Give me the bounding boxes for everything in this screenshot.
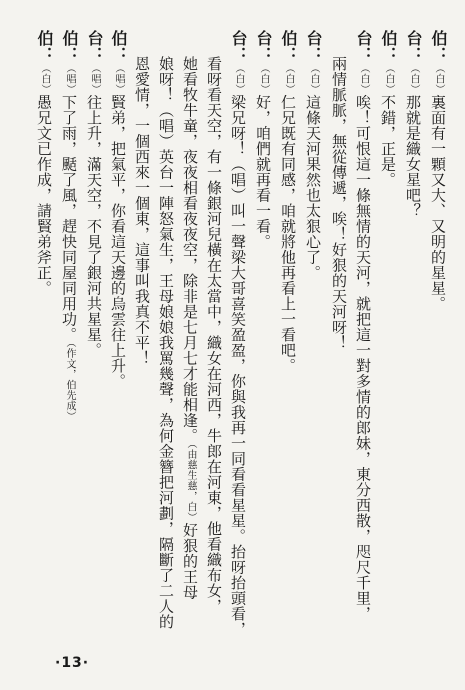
cue-tag: （白）: [383, 63, 394, 95]
line-text: 那就是織女星吧？: [404, 94, 422, 219]
stage-note: （作文，伯先成）: [64, 342, 75, 422]
cue-tag: （白）: [308, 63, 319, 95]
cue-tag: （唱）: [89, 63, 100, 95]
line-text: 賢弟，把氣平，你看這天邊的烏雲往上升。: [109, 94, 127, 389]
line-text: 唉！可恨這一條無情的天河，就把這一對多情的郎妹，東分西散，咫尺千里，: [354, 94, 372, 622]
column-16: [61, 30, 77, 422]
speaker-label: 台：: [229, 30, 248, 63]
speaker-label: 伯：: [279, 30, 298, 63]
cue-tag: （白）: [258, 63, 269, 95]
line-text: 看呀看天空，有一條銀河兒橫在太當中，織女在河西，牛郎在河東，他看織布女，: [205, 56, 223, 614]
cue-tag: （唱）: [64, 63, 75, 95]
speaker-label: 台：: [304, 30, 323, 63]
column-5: [331, 56, 347, 351]
column-7: [280, 30, 296, 374]
line-text: 裏面有一顆又大、又明的星星。: [429, 94, 447, 312]
speaker-label: 伯：: [35, 30, 54, 63]
line-text: 這條天河果然也太狠心了。: [304, 94, 322, 281]
cue-tag: （白）: [233, 63, 244, 95]
line-text: 娘呀！（唱）英台一陣怒氣生，王母娘娘我罵幾聲，為何金簪把河劃，隔斷了二人的: [157, 56, 175, 630]
column-1: [430, 30, 446, 312]
speaker-label: 台：: [85, 30, 104, 63]
line-text: 她看牧牛童，夜夜相看夜夜空，除非是七月七才能相逢。: [181, 56, 199, 444]
line-text-rest: 好狠的王母: [181, 522, 199, 600]
column-12: [158, 56, 174, 630]
speaker-label: 伯：: [429, 30, 448, 63]
column-13: [134, 56, 150, 366]
cue-tag: （唱）: [113, 63, 124, 95]
column-9: [230, 30, 246, 637]
page-number: ·13·: [55, 655, 90, 671]
column-17: [36, 30, 52, 296]
column-11: [182, 56, 198, 600]
stage-note: （由慈生慈，白）: [185, 443, 196, 523]
column-10: [206, 56, 222, 614]
line-text: 仁兄既有同感，咱就將他再看上一看吧。: [279, 94, 297, 374]
speaker-label: 伯：: [60, 30, 79, 63]
line-text: 梁兄呀！（唱）叫一聲梁大哥喜笑盈盈，你與我再一同看看星星。抬呀抬頭看，: [229, 94, 247, 637]
speaker-label: 伯：: [109, 30, 128, 63]
speaker-label: 台：: [354, 30, 373, 63]
line-text: 不錯，正是。: [379, 94, 397, 188]
column-8: [255, 30, 271, 250]
speaker-label: 伯：: [379, 30, 398, 63]
column-4: [355, 30, 371, 622]
line-text: 兩情脈脈，無從傳遞，唉！好狠的天河呀！: [330, 56, 348, 351]
column-3: [380, 30, 396, 188]
column-15: [86, 30, 102, 358]
line-text: 恩愛情，一個西來一個東，這事叫我真不平！: [133, 56, 151, 366]
line-text: 下了雨，颳了風，趕快同屋同用功。: [60, 94, 78, 343]
column-6: [305, 30, 321, 281]
cue-tag: （白）: [283, 63, 294, 95]
line-text: 往上升，滿天空，不見了銀河共星星。: [85, 94, 103, 358]
cue-tag: （白）: [433, 63, 444, 95]
column-2: [405, 30, 421, 219]
speaker-label: 台：: [404, 30, 423, 63]
cue-tag: （白）: [408, 63, 419, 95]
line-text: 愚兄文已作成，請賢弟斧正。: [35, 94, 53, 296]
column-14: [110, 30, 126, 389]
cue-tag: （白）: [39, 63, 50, 95]
speaker-label: 台：: [254, 30, 273, 63]
line-text: 好，咱們就再看一看。: [254, 94, 272, 250]
cue-tag: （白）: [358, 63, 369, 95]
